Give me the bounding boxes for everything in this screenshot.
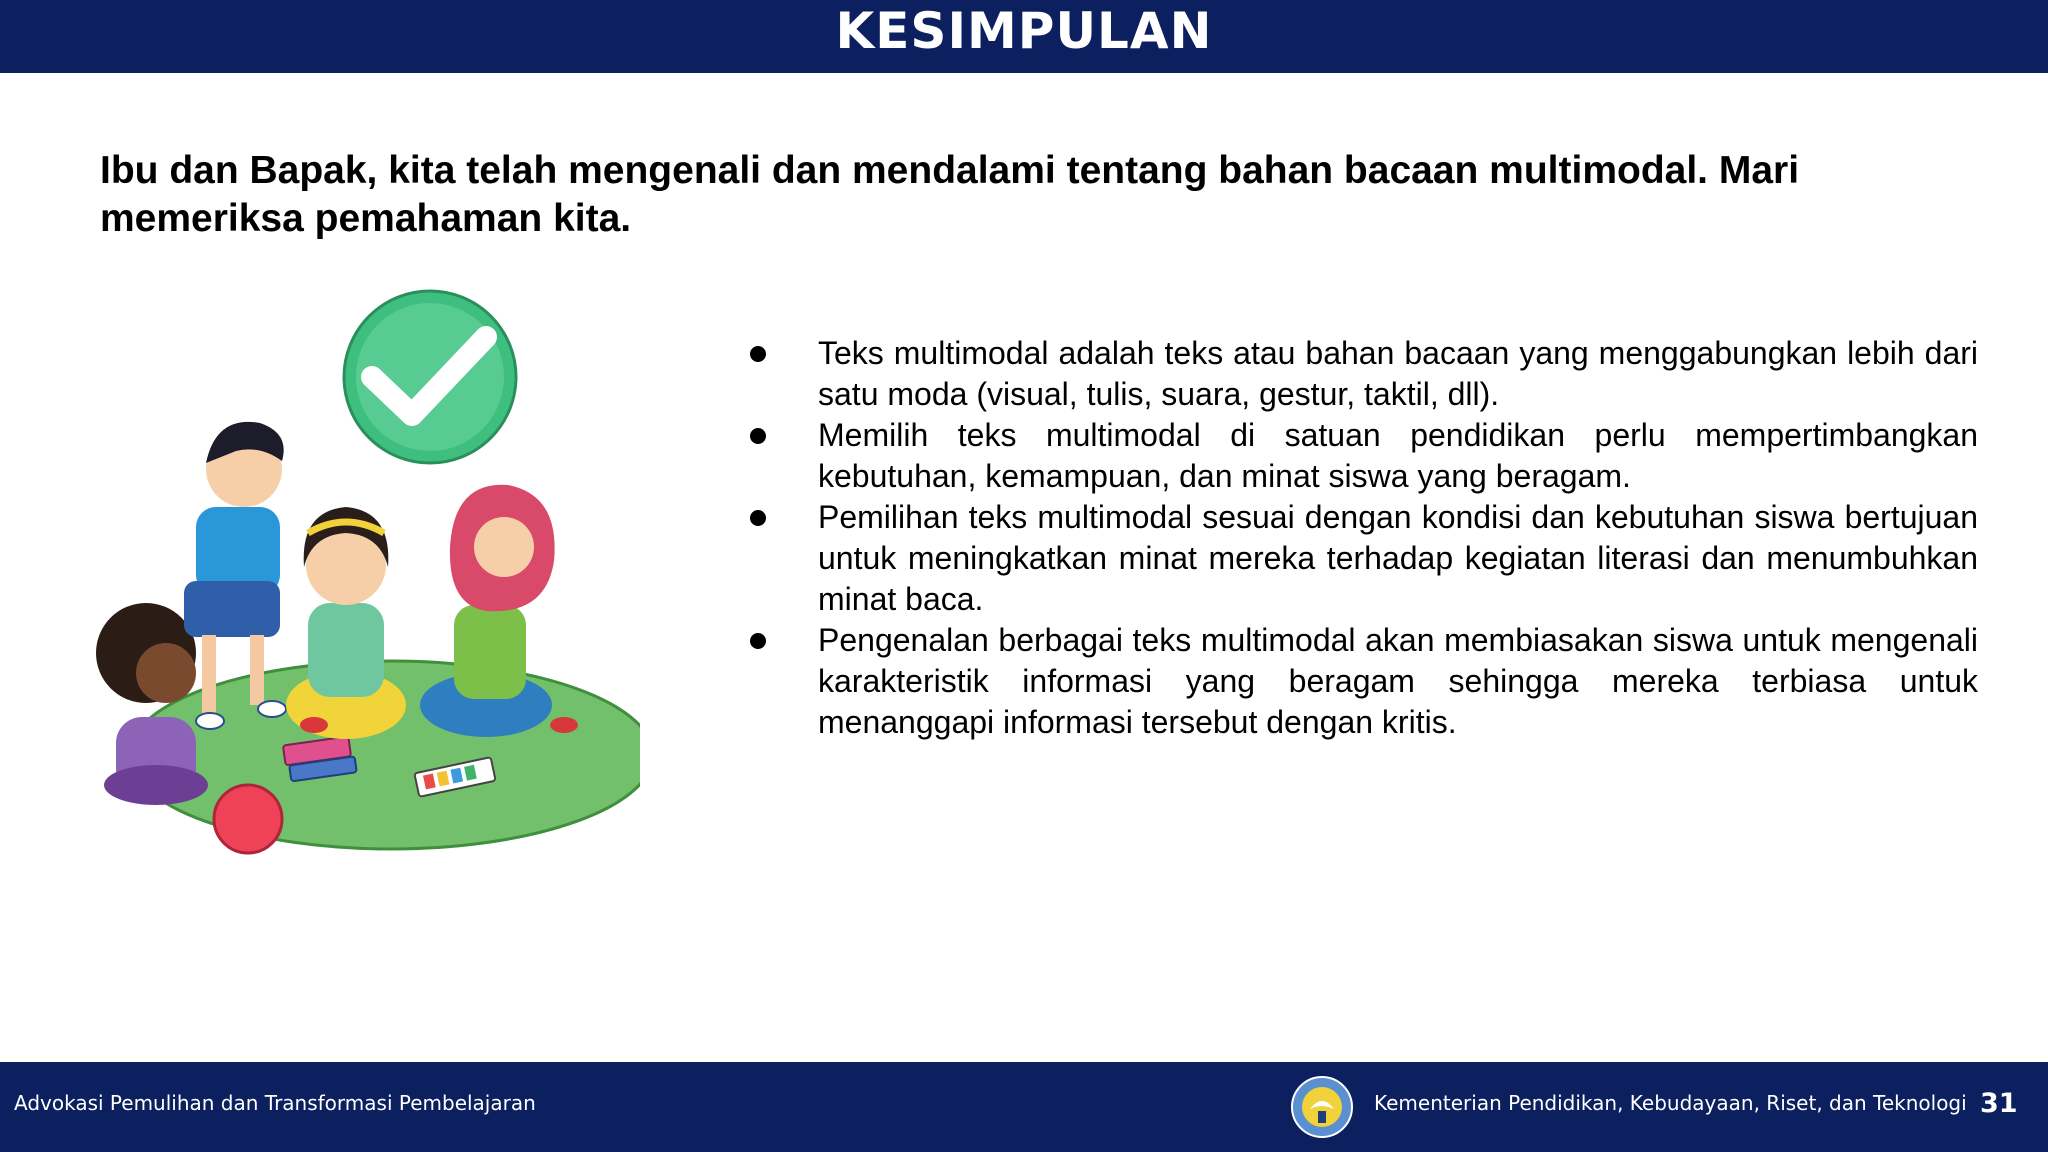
bullet-dot-icon xyxy=(750,428,766,444)
list-item-text: Pengenalan berbagai teks multimodal akan membiasakan siswa untuk mengenali karakteristik informasi yang beragam sehingga mereka terbiasa untuk menanggapi informasi tersebut dengan kritis. xyxy=(818,622,1978,740)
list-item-text: Pemilihan teks multimodal sesuai dengan kondisi dan kebutuhan siswa bertujuan untuk meningkatkan minat mereka terhadap kegiatan literasi dan menumbuhkan minat baca. xyxy=(818,499,1978,617)
list-item xyxy=(744,333,1978,415)
tut-wuri-handayani-logo-icon xyxy=(1290,1075,1354,1139)
list-item-text: Memilih teks multimodal di satuan pendidikan perlu mempertimbangkan kebutuhan, kemampuan, dan minat siswa yang beragam. xyxy=(818,417,1978,494)
list-item-text: Teks multimodal adalah teks atau bahan bacaan yang menggabungkan lebih dari satu moda (visual, tulis, suara, gestur, taktil, dll). xyxy=(818,335,1978,412)
page-number: 31 xyxy=(1980,1088,2018,1119)
list-item xyxy=(744,620,1978,743)
list-item xyxy=(744,415,1978,497)
bullet-dot-icon xyxy=(750,346,766,362)
footer-ministry-name: Kementerian Pendidikan, Kebudayaan, Riset, dan Teknologi xyxy=(1374,1091,1967,1115)
bullet-dot-icon xyxy=(750,510,766,526)
slide-title: KESIMPULAN xyxy=(835,2,1213,60)
children-reading-illustration xyxy=(46,285,640,869)
footer-program-name: Advokasi Pemulihan dan Transformasi Pembelajaran xyxy=(14,1091,536,1115)
summary-list xyxy=(744,333,1978,743)
intro-text: Ibu dan Bapak, kita telah mengenali dan mendalami tentang bahan bacaan multimodal. Mari memeriksa pemahaman kita. xyxy=(100,149,1800,240)
list-item xyxy=(744,497,1978,620)
check-mark-icon xyxy=(344,291,516,463)
bullet-dot-icon xyxy=(750,633,766,649)
